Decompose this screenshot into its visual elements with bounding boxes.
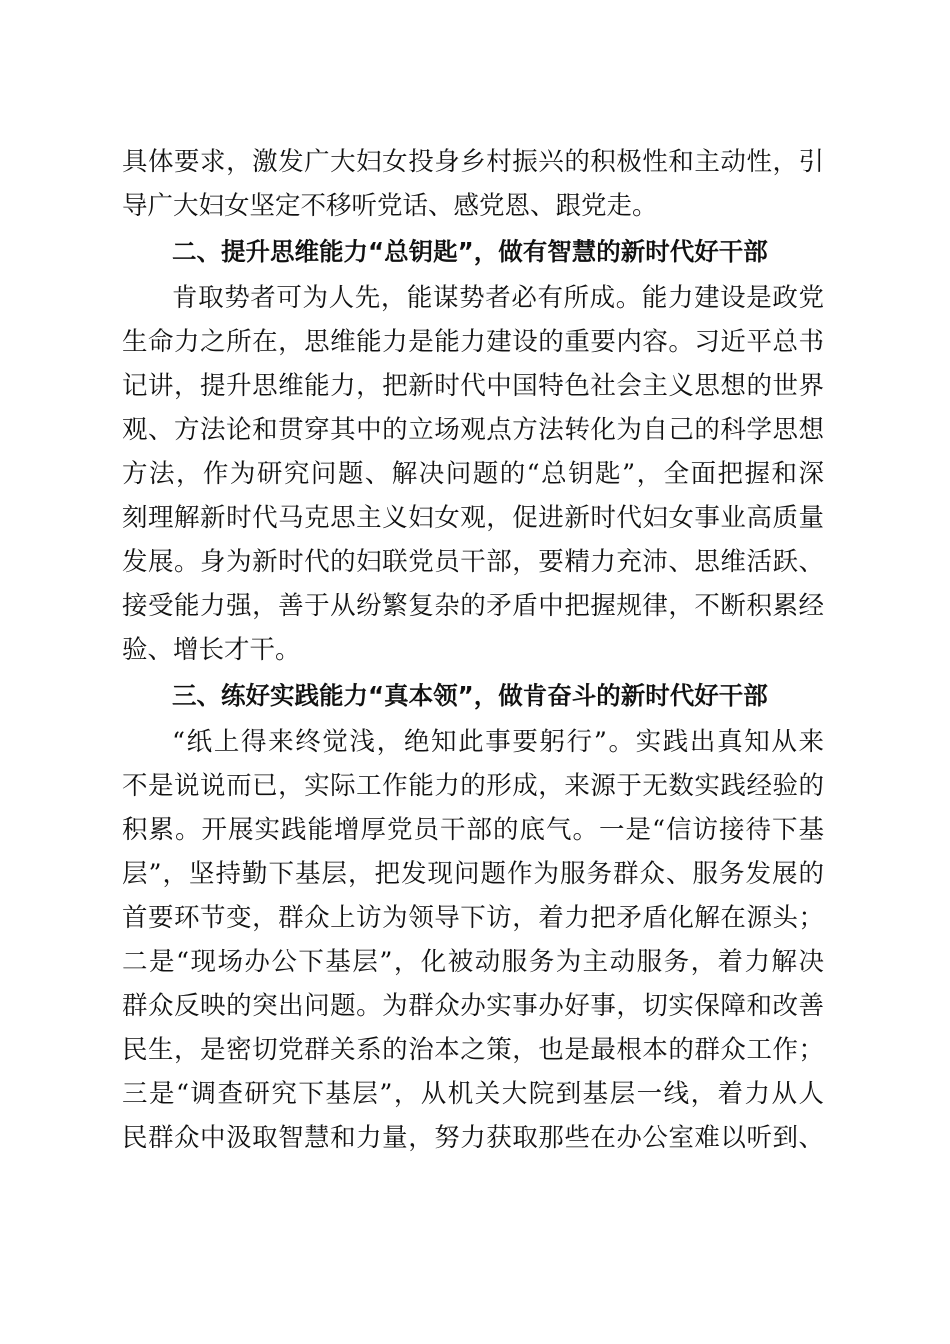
body-line: 方法，作为研究问题、解决问题的“总钥匙”，全面把握和深 <box>122 459 824 489</box>
body-line: 验、增长才干。 <box>122 635 301 665</box>
body-line: 记讲，提升思维能力，把新时代中国特色社会主义思想的世界 <box>122 371 824 401</box>
body-line: 不是说说而已，实际工作能力的形成，来源于无数实践经验的 <box>122 771 824 801</box>
body-line: 肯取势者可为人先，能谋势者必有所成。能力建设是政党 <box>172 283 824 313</box>
body-line: 民生，是密切党群关系的治本之策，也是最根本的群众工作； <box>122 1035 824 1065</box>
body-line: 接受能力强，善于从纷繁复杂的矛盾中把握规律，不断积累经 <box>122 591 824 621</box>
body-line: 二是“现场办公下基层”，化被动服务为主动服务，着力解决 <box>122 947 824 977</box>
body-line: 层”，坚持勤下基层，把发现问题作为服务群众、服务发展的 <box>122 859 824 889</box>
section-heading-3: 三、练好实践能力“真本领”，做肯奋斗的新时代好干部 <box>172 681 768 710</box>
body-line: 民群众中汲取智慧和力量，努力获取那些在办公室难以听到、 <box>122 1123 824 1153</box>
body-line: 观、方法论和贯穿其中的立场观点方法转化为自己的科学思想 <box>122 415 824 445</box>
body-line: “纸上得来终觉浅，绝知此事要躬行”。实践出真知从来 <box>172 727 824 757</box>
body-line: 发展。身为新时代的妇联党员干部，要精力充沛、思维活跃、 <box>122 547 824 577</box>
body-line: 群众反映的突出问题。为群众办实事办好事，切实保障和改善 <box>122 991 824 1021</box>
section-heading-2: 二、提升思维能力“总钥匙”，做有智慧的新时代好干部 <box>172 237 768 266</box>
body-line: 首要环节变，群众上访为领导下访，着力把矛盾化解在源头； <box>122 903 824 933</box>
body-line: 刻理解新时代马克思主义妇女观，促进新时代妇女事业高质量 <box>122 503 824 533</box>
body-line: 具体要求，激发广大妇女投身乡村振兴的积极性和主动性，引 <box>122 147 824 177</box>
body-line: 积累。开展实践能增厚党员干部的底气。一是“信访接待下基 <box>122 815 824 845</box>
body-line: 生命力之所在，思维能力是能力建设的重要内容。习近平总书 <box>122 327 824 357</box>
body-line: 导广大妇女坚定不移听党话、感党恩、跟党走。 <box>122 191 658 221</box>
body-line: 三是“调查研究下基层”，从机关大院到基层一线，着力从人 <box>122 1079 824 1109</box>
